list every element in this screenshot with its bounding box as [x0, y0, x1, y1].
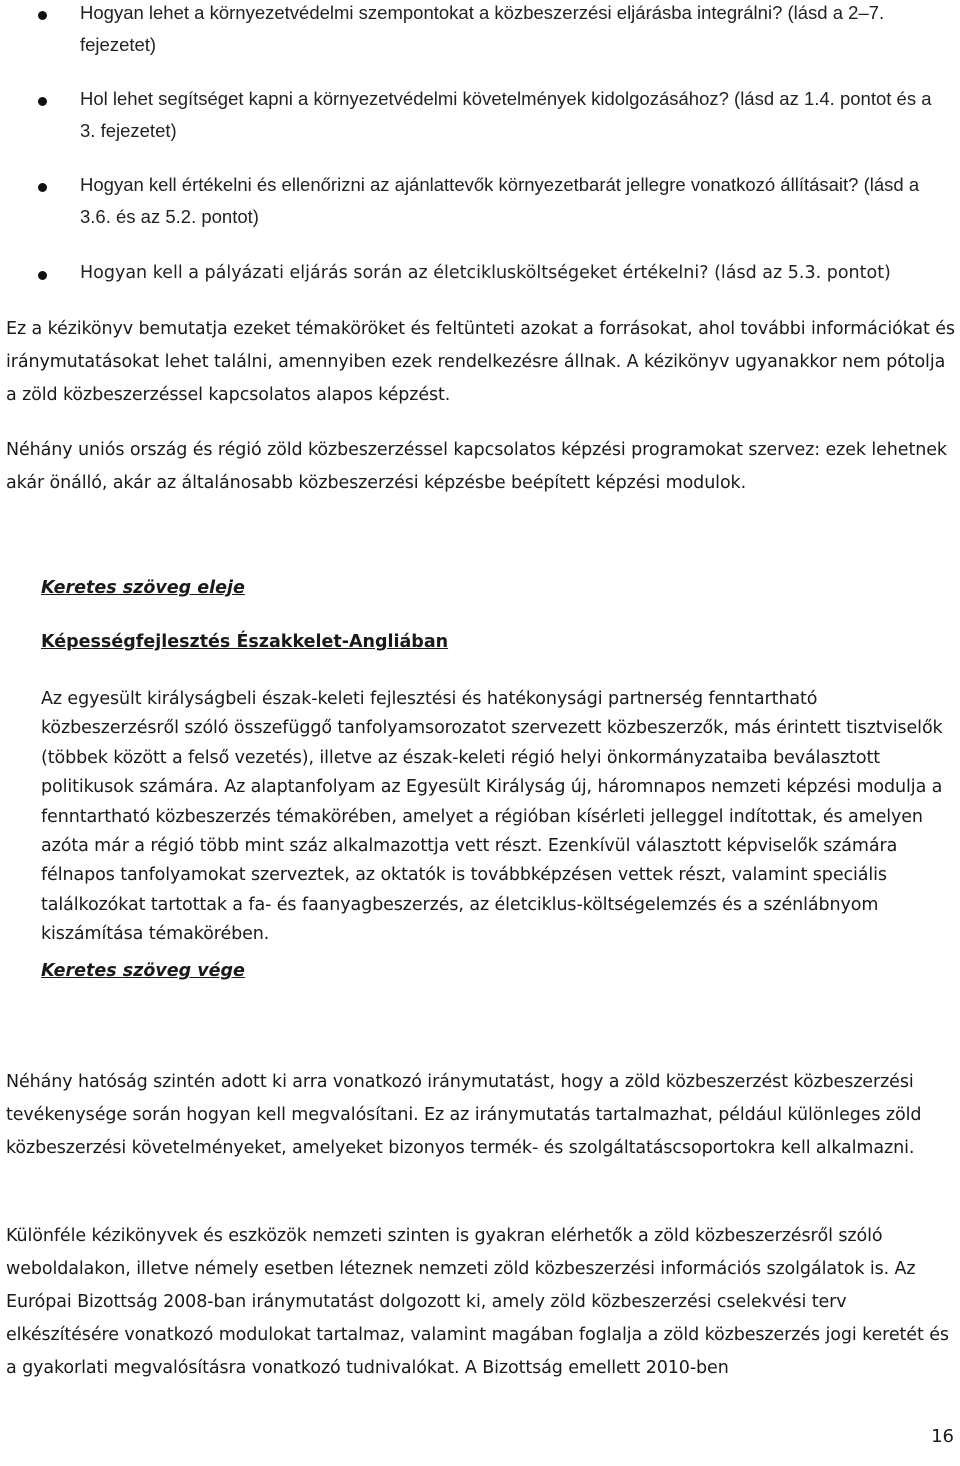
box-start-marker: Keretes szöveg eleje — [41, 578, 245, 598]
list-item-text: Hogyan kell a pályázati eljárás során az életciklusköltségeket értékelni? (lásd az 5.3. pontot) — [80, 263, 891, 283]
list-item-text: Hogyan lehet a környezetvédelmi szempontokat a közbeszerzési eljárásba integrálni? (lásd a 2–7. fejezetet) — [80, 2, 885, 55]
closing-paragraph-2: Különféle kézikönyvek és eszközök nemzeti szinten is gyakran elérhetők a zöld közbeszerzésről szóló weboldalakon, illetve némely esetben léteznek nemzeti zöld közbeszerzési információs szolgálatok is. Az Európai Bizottság 2008-ban iránymutatást dolgozott ki, amely zöld közbeszerzési cselekvési terv elkészítésére vonatkozó modulokat tartalmaz, valamint magában foglalja a zöld közbeszerzés jogi keretét és a gyakorlati megvalósításra vonatkozó tudnivalókat. A Bizottság emellett 2010-ben — [6, 1226, 949, 1378]
box-body: Az egyesült királyságbeli észak-keleti fejlesztési és hatékonysági partnerség fenntartható közbeszerzésről szóló összefüggő tanfolyamsorozatot szervezett közbeszerzők, más érintett tisztviselők (többek között a felső vezetés), illetve az észak-keleti régió helyi önkormányzataiba beválasztott politikusok számára. Az alaptanfolyam az Egyesült Királyság új, háromnapos nemzeti képzési modulja a fenntartható közbeszerzés témakörében, amelyet a régióban kísérleti jelleggel indítottak, és amelyen azóta már a régió több mint száz alkalmazottja vett részt. Ezenkívül választott képviselők számára félnapos tanfolyamokat szerveztek, az oktatók is továbbképzésen vettek részt, valamint speciális találkozókat tartottak a fa- és faanyagbeszerzés, az életciklus-költségelemzés és a szénlábnyom kiszámítása témakörében. — [41, 689, 943, 945]
bullet-icon — [38, 97, 47, 106]
bullet-icon — [38, 11, 47, 20]
intro-paragraph-2: Néhány uniós ország és régió zöld közbeszerzéssel kapcsolatos képzési programokat szervez: ezek lehetnek akár önálló, akár az általánosabb közbeszerzési képzésbe beépített képzési modulok. — [6, 440, 947, 493]
intro-paragraph-1: Ez a kézikönyv bemutatja ezeket témaköröket és feltünteti azokat a forrásokat, ahol további információkat és iránymutatásokat lehet találni, amennyiben ezek rendelkezésre állnak. A kézikönyv ugyanakkor nem pótolja a zöld közbeszerzéssel kapcsolatos alapos képzést. — [6, 319, 955, 405]
bullet-icon — [38, 183, 47, 192]
list-item-text: Hol lehet segítséget kapni a környezetvédelmi követelmények kidolgozásához? (lásd az 1.4. pontot és a 3. fejezetet) — [80, 88, 932, 141]
closing-paragraph-1: Néhány hatóság szintén adott ki arra vonatkozó iránymutatást, hogy a zöld közbeszerzést közbeszerzési tevékenysége során hogyan kell megvalósítani. Ez az iránymutatás tartalmazhat, például különleges zöld közbeszerzési követelményeket, amelyeket bizonyos termék- és szolgáltatáscsoportokra kell alkalmazni. — [6, 1072, 922, 1158]
box-end-marker: Keretes szöveg vége — [41, 961, 245, 981]
bullet-icon — [38, 271, 47, 280]
box-title: Képességfejlesztés Északkelet-Angliában — [41, 632, 449, 652]
list-item-text: Hogyan kell értékelni és ellenőrizni az ajánlattevők környezetbarát jellegre vonatkozó állításait? (lásd a 3.6. és az 5.2. pontot) — [80, 174, 920, 227]
page-number: 16 — [931, 1426, 954, 1447]
